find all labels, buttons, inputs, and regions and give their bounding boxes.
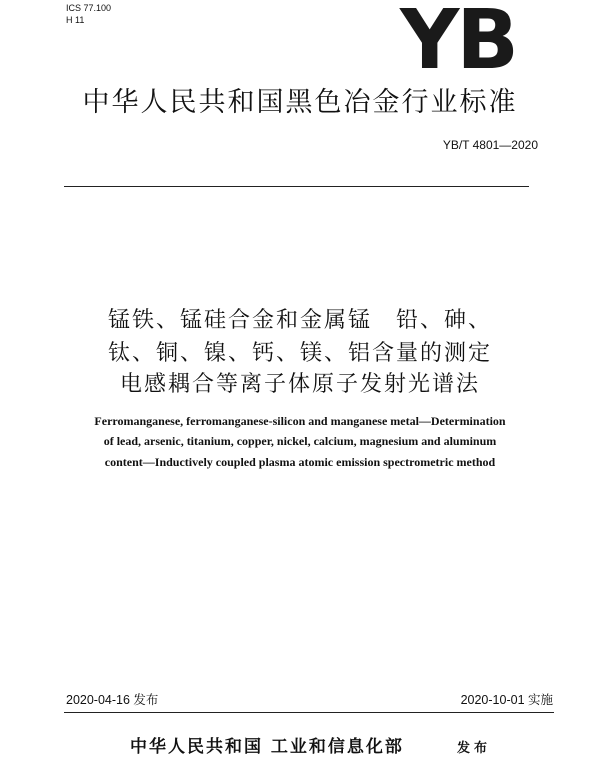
- standard-number: YB/T 4801—2020: [442, 138, 538, 152]
- issuing-authority: 中华人民共和国 工业和信息化部: [130, 737, 404, 757]
- footer-divider: [64, 712, 554, 713]
- issuer-release-label: 发布: [457, 741, 492, 756]
- english-title-line-1: Ferromanganese, ferromanganese-silicon and manganese metal—Determination: [94, 414, 506, 428]
- ics-code: ICS 77.100: [66, 3, 112, 13]
- chinese-title-line-2: 钛、铜、镍、钙、镁、铝含量的测定: [107, 341, 492, 366]
- issue-date: 2020-04-16 发布: [66, 693, 159, 707]
- header-divider: [64, 186, 529, 187]
- standard-type: 中华人民共和国黑色冶金行业标准: [82, 87, 518, 118]
- classification-code: H 11: [66, 15, 85, 25]
- english-title-line-3: content—Inductively coupled plasma atomic emission spectrometric method: [104, 455, 496, 469]
- yb-logo: YB: [400, 0, 516, 88]
- implementation-date: 2020-10-01 实施: [460, 693, 553, 707]
- chinese-title-line-3: 电感耦合等离子体原子发射光谱法: [119, 372, 480, 397]
- chinese-title-line-1: 锰铁、锰硅合金和金属锰 铅、砷、: [107, 308, 492, 333]
- english-title-line-2: of lead, arsenic, titanium, copper, nickel, calcium, magnesium and aluminum: [103, 434, 497, 448]
